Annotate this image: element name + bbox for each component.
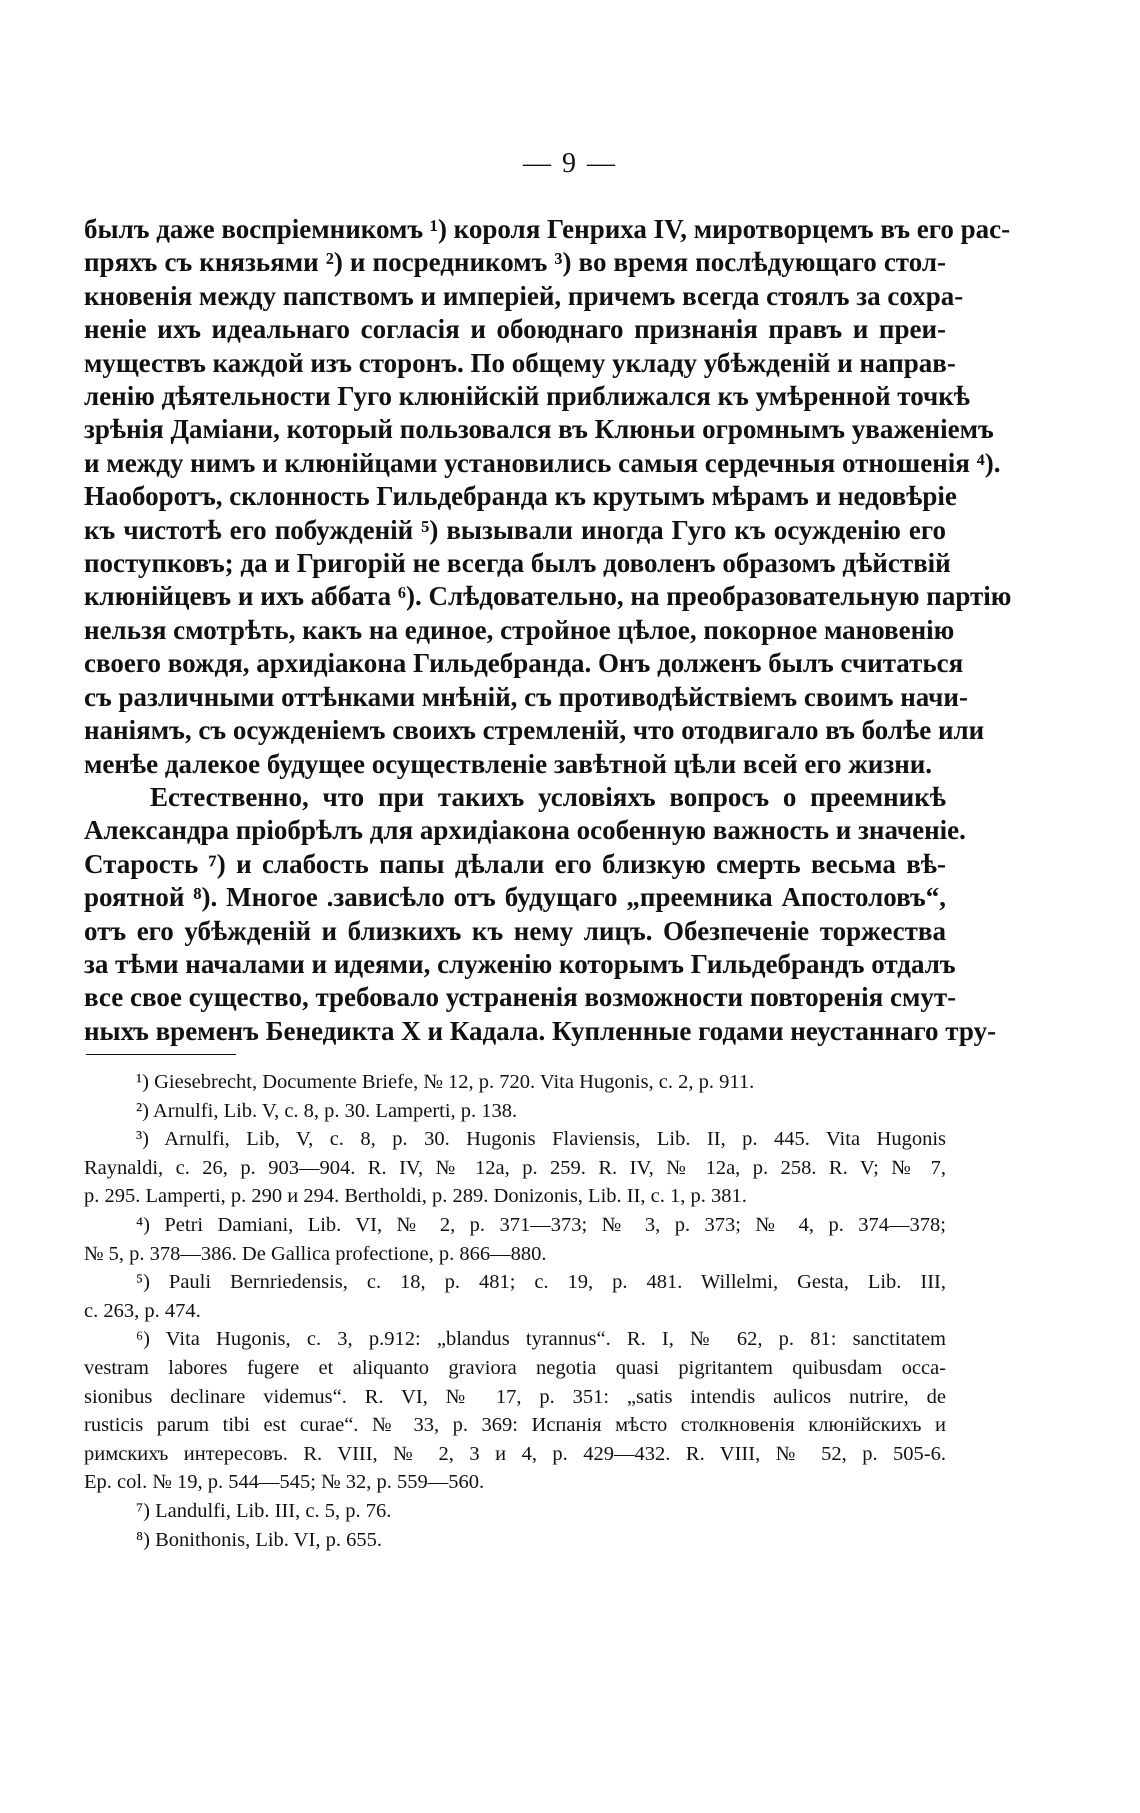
footnote-line: sionibus declinare videmus“. R. VI, № 17, p. 351: „satis intendis aulicos nutrire, de	[84, 1385, 946, 1408]
footnote-divider	[86, 1054, 236, 1055]
text-line: былъ даже воспріемникомъ ¹) короля Генриха IV, миротворцемъ въ его рас-	[84, 214, 1011, 244]
text-line: Наоборотъ, склонность Гильдебранда къ крутымъ мѣрамъ и недовѣріе	[84, 481, 957, 512]
text-line: наніямъ, съ осужденіемъ своихъ стремленій, что отодвигало въ болѣе или	[84, 715, 985, 746]
text-line: муществъ каждой изъ сторонъ. По общему укладу убѣжденій и направ-	[84, 347, 956, 378]
text-line: зрѣнія Даміани, который пользовался въ Клюньи огромнымъ уваженіемъ	[84, 414, 994, 445]
text-line: и между нимъ и клюнійцами установились самыя сердечныя отношенія ⁴).	[84, 447, 1001, 478]
footnote-line: римскихъ интересовъ. R. VIII, № 2, 3 и 4, p. 429—432. R. VIII, № 52, p. 505-6.	[84, 1442, 946, 1465]
text-line: за тѣми началами и идеями, служенію которымъ Гильдебрандъ отдалъ	[84, 948, 956, 979]
footnote-line: c. 263, p. 474.	[84, 1299, 201, 1322]
text-line: съ различными оттѣнками мнѣній, съ противодѣйствіемъ своимъ начи-	[84, 681, 968, 712]
text-line: поступковъ; да и Григорій не всегда былъ доволенъ образомъ дѣйствій	[84, 548, 951, 579]
footnote-line: p. 295. Lamperti, p. 290 и 294. Bertholdi, p. 289. Donizonis, Lib. II, c. 1, p. 381.	[84, 1185, 747, 1208]
text-line: все свое существо, требовало устраненія возможности повторенія смут-	[84, 982, 957, 1013]
text-line: неніе ихъ идеальнаго согласія и обоюднаго признанія правъ и преи-	[84, 314, 946, 345]
text-line: кновенія между папствомъ и имперіей, причемъ всегда стоялъ за сохра-	[84, 280, 964, 311]
footnote-line: № 5, p. 378—386. De Gallica profectione, p. 866—880.	[84, 1242, 547, 1265]
text-line: къ чистотѣ его побужденій ⁵) вызывали иногда Гуго къ осужденію его	[84, 514, 946, 545]
text-line: ленію дѣятельности Гуго клюнійскій приближался къ умѣренной точкѣ	[84, 381, 970, 412]
footnote-line: ⁸) Bonithonis, Lib. VI, p. 655.	[136, 1528, 382, 1551]
text-line: Старость ⁷) и слабость папы дѣлали его близкую смерть весьма вѣ-	[84, 848, 946, 879]
text-line: своего вождя, архидіакона Гильдебранда. Онъ долженъ былъ считаться	[84, 648, 964, 679]
footnote-line: ⁵) Pauli Bernriedensis, c. 18, p. 481; c. 19, p. 481. Willelmi, Gesta, Lib. III,	[136, 1271, 946, 1294]
footnote-line: ⁶) Vita Hugonis, c. 3, p.912: „blandus tyrannus“. R. I, № 62, p. 81: sanctitatem	[136, 1328, 946, 1351]
page-number: — 9 —	[523, 148, 617, 179]
footnote-line: ²) Arnulfi, Lib. V, c. 8, p. 30. Lamperti, p. 138.	[136, 1099, 518, 1122]
footnote-line: ⁴) Petri Damiani, Lib. VI, № 2, p. 371—373; № 3, p. 373; № 4, p. 374—378;	[136, 1213, 946, 1236]
main-text	[84, 213, 1012, 1048]
text-line: роятной ⁸). Многое .зависѣло отъ будущаго „преемника Апостоловъ“,	[84, 882, 946, 913]
footnote-line: ¹) Giesebrecht, Documente Briefe, № 12, p. 720. Vita Hugonis, c. 2, p. 911.	[136, 1071, 755, 1093]
text-line: пряхъ съ князьями ²) и посредникомъ ³) во время послѣдующаго стол-	[84, 247, 946, 278]
text-line: Естественно, что при такихъ условіяхъ вопросъ о преемникѣ	[150, 781, 946, 812]
text-line: клюнійцевъ и ихъ аббата ⁶). Слѣдовательно, на преобразовательную партію	[84, 581, 1012, 612]
text-line: нельзя смотрѣть, какъ на единое, стройное цѣлое, покорное мановенію	[84, 614, 955, 645]
text-line: ныхъ временъ Бенедикта X и Кадала. Купленные годами неустаннаго тру-	[84, 1015, 997, 1046]
footnote-line: Raynaldi, c. 26, p. 903—904. R. IV, № 12a, p. 259. R. IV, № 12a, p. 258. R. V; № 7,	[84, 1156, 946, 1179]
footnote-line: vestram labores fugere et aliquanto graviora negotia quasi pigritantem quibusdam occa-	[84, 1356, 946, 1379]
footnote-line: ³) Arnulfi, Lib, V, c. 8, p. 30. Hugonis Flaviensis, Lib. II, p. 445. Vita Hugonis	[136, 1128, 946, 1151]
footnotes	[84, 1068, 946, 1554]
text-line: Александра пріобрѣлъ для архидіакона особенную важность и значеніе.	[84, 815, 966, 846]
text-line: отъ его убѣжденій и близкихъ къ нему лицъ. Обезпеченіе торжества	[84, 915, 946, 946]
footnote-line: rusticis parum tibi est curae“. № 33, p. 369: Испанія мѣсто столкновенія клюнійскихъ и	[84, 1414, 946, 1437]
footnote-line: Ep. col. № 19, p. 544—545; № 32, p. 559—560.	[84, 1471, 485, 1494]
footnote-line: ⁷) Landulfi, Lib. III, c. 5, p. 76.	[136, 1499, 392, 1522]
text-line: менѣе далекое будущее осуществленіе завѣтной цѣли всей его жизни.	[84, 748, 933, 779]
